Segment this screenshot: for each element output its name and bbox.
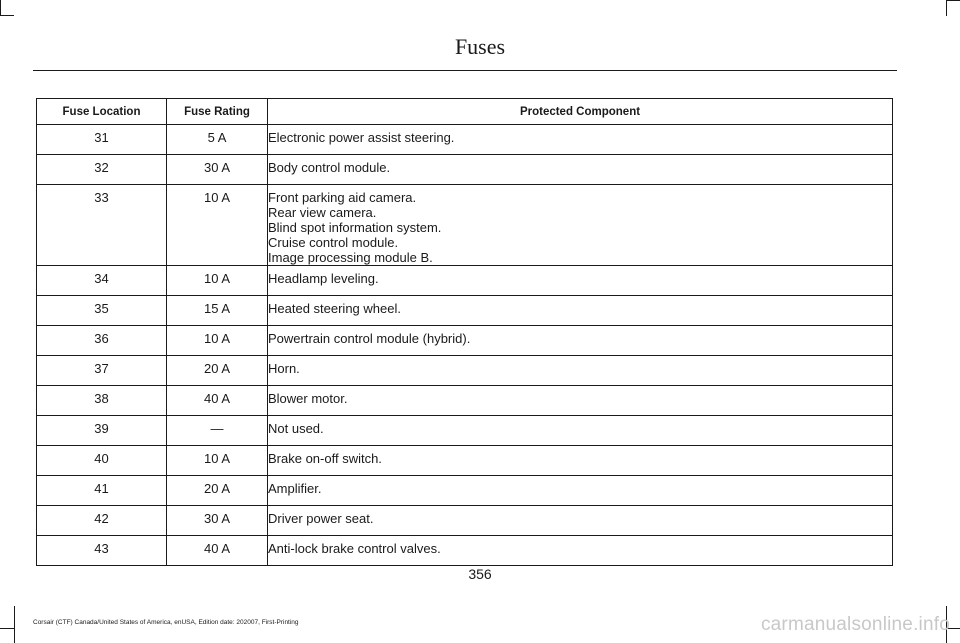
- table-row: [37, 155, 893, 185]
- fuse-location-cell: 38: [37, 386, 167, 416]
- protected-component-cell: [268, 266, 893, 296]
- protected-component-line: Body control module.: [268, 160, 391, 175]
- column-header-fuse-rating: Fuse Rating: [167, 99, 268, 125]
- column-header-protected-component: Protected Component: [268, 99, 893, 125]
- protected-component-line: Blower motor.: [268, 391, 348, 406]
- protected-component-line: Electronic power assist steering.: [268, 130, 455, 145]
- protected-component-line: Amplifier.: [268, 481, 322, 496]
- crop-mark: [14, 606, 15, 643]
- fuse-table: [36, 98, 893, 566]
- protected-component-cell: [268, 386, 893, 416]
- protected-component-line: Cruise control module.: [268, 235, 399, 250]
- table-row: [37, 326, 893, 356]
- fuse-rating-cell: 15 A: [167, 296, 268, 326]
- protected-component-line: Heated steering wheel.: [268, 301, 401, 316]
- crop-mark: [0, 628, 14, 629]
- fuse-rating-cell: 10 A: [167, 185, 268, 266]
- table-row: [37, 185, 893, 266]
- fuse-location-cell: 33: [37, 185, 167, 266]
- protected-component-cell: [268, 125, 893, 155]
- fuse-location-cell: 31: [37, 125, 167, 155]
- table-row: [37, 356, 893, 386]
- table-row: [37, 386, 893, 416]
- fuse-location-cell: 40: [37, 446, 167, 476]
- fuse-rating-cell: 20 A: [167, 356, 268, 386]
- crop-mark: [946, 0, 947, 16]
- protected-component-cell: [268, 446, 893, 476]
- fuse-location-cell: 34: [37, 266, 167, 296]
- crop-mark: [0, 0, 1, 16]
- column-header-fuse-location: Fuse Location: [37, 99, 167, 125]
- fuse-location-cell: 43: [37, 536, 167, 566]
- fuse-rating-cell: 30 A: [167, 155, 268, 185]
- fuse-rating-cell: 10 A: [167, 446, 268, 476]
- protected-component-line: Not used.: [268, 421, 324, 436]
- protected-component-cell: [268, 185, 893, 266]
- fuse-rating-cell: 40 A: [167, 536, 268, 566]
- fuse-rating-cell: 20 A: [167, 476, 268, 506]
- table-row: [37, 536, 893, 566]
- protected-component-line: Headlamp leveling.: [268, 271, 379, 286]
- fuse-location-cell: 37: [37, 356, 167, 386]
- protected-component-cell: [268, 536, 893, 566]
- protected-component-line: Front parking aid camera.: [268, 190, 417, 205]
- protected-component-line: Anti-lock brake control valves.: [268, 541, 441, 556]
- protected-component-cell: [268, 506, 893, 536]
- protected-component-cell: [268, 326, 893, 356]
- protected-component-line: Powertrain control module (hybrid).: [268, 331, 471, 346]
- table-row: [37, 476, 893, 506]
- protected-component-cell: [268, 356, 893, 386]
- protected-component-cell: [268, 476, 893, 506]
- fuse-location-cell: 35: [37, 296, 167, 326]
- table-row: [37, 506, 893, 536]
- fuse-rating-cell: 5 A: [167, 125, 268, 155]
- protected-component-line: Brake on-off switch.: [268, 451, 382, 466]
- fuse-location-cell: 32: [37, 155, 167, 185]
- table-row: [37, 446, 893, 476]
- fuse-rating-cell: 10 A: [167, 266, 268, 296]
- fuse-location-cell: 39: [37, 416, 167, 446]
- protected-component-line: Blind spot information system.: [268, 220, 442, 235]
- fuse-rating-cell: 10 A: [167, 326, 268, 356]
- protected-component-line: Horn.: [268, 361, 300, 376]
- fuse-location-cell: 41: [37, 476, 167, 506]
- protected-component-cell: [268, 416, 893, 446]
- protected-component-line: Driver power seat.: [268, 511, 374, 526]
- table-row: [37, 296, 893, 326]
- page-title: Fuses: [454, 34, 506, 59]
- watermark: carmanualsonline.info: [760, 614, 950, 635]
- table-row: [37, 125, 893, 155]
- table-header-row: [37, 99, 893, 125]
- fuse-rating-cell: —: [167, 416, 268, 446]
- protected-component-line: Image processing module B.: [268, 250, 433, 265]
- fuse-location-cell: 36: [37, 326, 167, 356]
- fuse-rating-cell: 40 A: [167, 386, 268, 416]
- crop-mark: [0, 15, 14, 16]
- crop-mark: [946, 0, 960, 1]
- header-rule: [33, 70, 897, 71]
- footer-edition-text: Corsair (CTF) Canada/United States of America, enUSA, Edition date: 202007, First-Printing: [33, 619, 299, 626]
- protected-component-cell: [268, 296, 893, 326]
- table-row: [37, 416, 893, 446]
- fuse-location-cell: 42: [37, 506, 167, 536]
- table-body: [37, 125, 893, 566]
- page-number: 356: [468, 566, 492, 582]
- protected-component-cell: [268, 155, 893, 185]
- table-row: [37, 266, 893, 296]
- protected-component-line: Rear view camera.: [268, 205, 377, 220]
- fuse-rating-cell: 30 A: [167, 506, 268, 536]
